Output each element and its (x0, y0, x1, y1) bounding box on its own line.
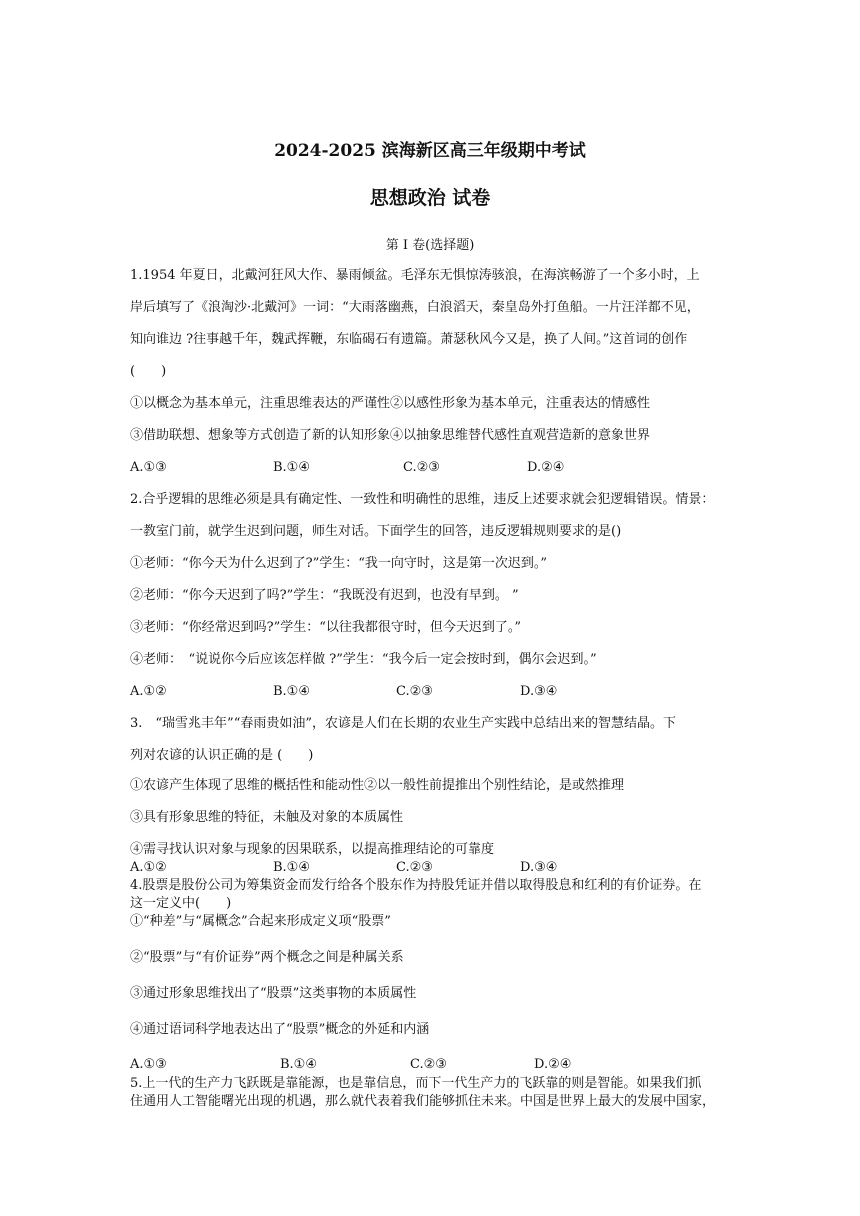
question-2-option-b: B.①④ (273, 684, 310, 699)
question-1-option-b: B.①④ (273, 460, 310, 475)
question-4-options (130, 1057, 730, 1073)
question-3-stem-line-1: 3. “瑞雪兆丰年”“春雨贵如油”，农谚是人们在长期的农业生产实践中总结出来的智慧结晶。下 (130, 716, 676, 731)
question-3-option-a: A.①② (130, 860, 167, 875)
question-2-option-d: D.③④ (520, 684, 558, 699)
question-4-item-1: ①“种差”与“属概念”合起来形成定义项“股票” (130, 914, 391, 929)
question-4-option-c: C.②③ (410, 1057, 447, 1072)
question-3-options (130, 860, 730, 876)
question-1-option-a: A.①③ (130, 460, 167, 475)
question-3-option-d: D.③④ (520, 860, 558, 875)
question-2-item-4: ④老师： “说说你今后应该怎样做 ?”学生：“我今后一定会按时到，偶尔会迟到。” (130, 652, 597, 667)
question-4-item-3: ③通过形象思维找出了“股票”这类事物的本质属性 (130, 986, 417, 1001)
question-1-stem-line-1: 1.1954 年夏日，北戴河狂风大作、暴雨倾盆。毛泽东无惧惊涛骇浪，在海滨畅游了一个多小时，上 (130, 268, 700, 283)
exam-subtitle: 思想政治 试卷 (369, 187, 491, 209)
question-3-item-3: ④需寻找认识对象与现象的因果联系，以提高推理结论的可靠度 (130, 842, 495, 857)
question-1-option-d: D.②④ (527, 460, 565, 475)
question-3-item-2: ③具有形象思维的特征，未触及对象的本质属性 (130, 810, 404, 825)
question-1-item-1: ①以概念为基本单元，注重思维表达的严谨性②以感性形象为基本单元，注重表达的情感性 (130, 396, 651, 411)
question-2-stem-line-2: 一教室门前，就学生迟到问题，师生对话。下面学生的回答，违反逻辑规则要求的是() (130, 524, 622, 539)
question-4-option-a: A.①③ (130, 1057, 167, 1072)
question-2-item-1: ①老师：“你今天为什么迟到了?”学生：“我一向守时，这是第一次迟到。” (130, 556, 548, 571)
question-3-option-b: B.①④ (273, 860, 310, 875)
question-1-item-2: ③借助联想、想象等方式创造了新的认知形象④以抽象思维替代感性直观营造新的意象世界 (130, 428, 651, 443)
question-2-item-2: ②老师：“你今天迟到了吗?”学生：“我既没有迟到，也没有早到。 ” (130, 588, 519, 603)
question-5-stem-line-2: 住通用人工智能曙光出现的机遇，那么就代表着我们能够抓住未来。中国是世界上最大的发展中国家， (130, 1094, 716, 1109)
question-4-item-4: ④通过语词科学地表达出了“股票”概念的外延和内涵 (130, 1022, 430, 1037)
exam-title: 2024-2025 滨海新区高三年级期中考试 (274, 141, 586, 161)
question-4-option-b: B.①④ (280, 1057, 317, 1072)
question-4-option-d: D.②④ (534, 1057, 572, 1072)
question-3-item-1: ①农谚产生体现了思维的概括性和能动性②以一般性前提推出个别性结论，是或然推理 (130, 778, 625, 793)
question-2-item-3: ③老师：“你经常迟到吗?”学生：“以往我都很守时，但今天迟到了。” (130, 620, 522, 635)
question-4-stem-line-1: 4.股票是股份公司为筹集资金而发行给各个股东作为持股凭证并借以取得股息和红利的有价证券。在 (130, 878, 702, 893)
question-1-option-c: C.②③ (403, 460, 440, 475)
question-1-stem-line-4: ( ) (130, 364, 167, 379)
question-3-stem-line-2: 列对农谚的认识正确的是 ( ) (130, 748, 314, 763)
question-5-stem-line-1: 5.上一代的生产力飞跃既是靠能源，也是靠信息，而下一代生产力的飞跃靠的则是智能。如果我们抓 (130, 1076, 702, 1091)
question-1-options (130, 460, 730, 476)
question-1-stem-line-2: 岸后填写了《浪淘沙·北戴河》一词：“大雨落幽燕，白浪滔天，秦皇岛外打鱼船。一片汪洋都不见， (130, 300, 700, 315)
question-4-item-2: ②“股票”与“有价证券”两个概念之间是种属关系 (130, 950, 404, 965)
question-4-stem-line-2: 这一定义中( ) (130, 896, 232, 911)
section-heading: 第 I 卷(选择题) (385, 238, 475, 253)
question-1-stem-line-3: 知向谁边 ?往事越千年，魏武挥鞭，东临碣石有遗篇。萧瑟秋风今又是，换了人间。”这首词的创作 (130, 332, 688, 347)
question-2-option-a: A.①② (130, 684, 167, 699)
question-2-option-c: C.②③ (396, 684, 433, 699)
question-3-option-c: C.②③ (396, 860, 433, 875)
question-2-stem-line-1: 2.合乎逻辑的思维必须是具有确定性、一致性和明确性的思维，违反上述要求就会犯逻辑错误。情景： (130, 492, 715, 507)
question-2-options (130, 684, 730, 700)
